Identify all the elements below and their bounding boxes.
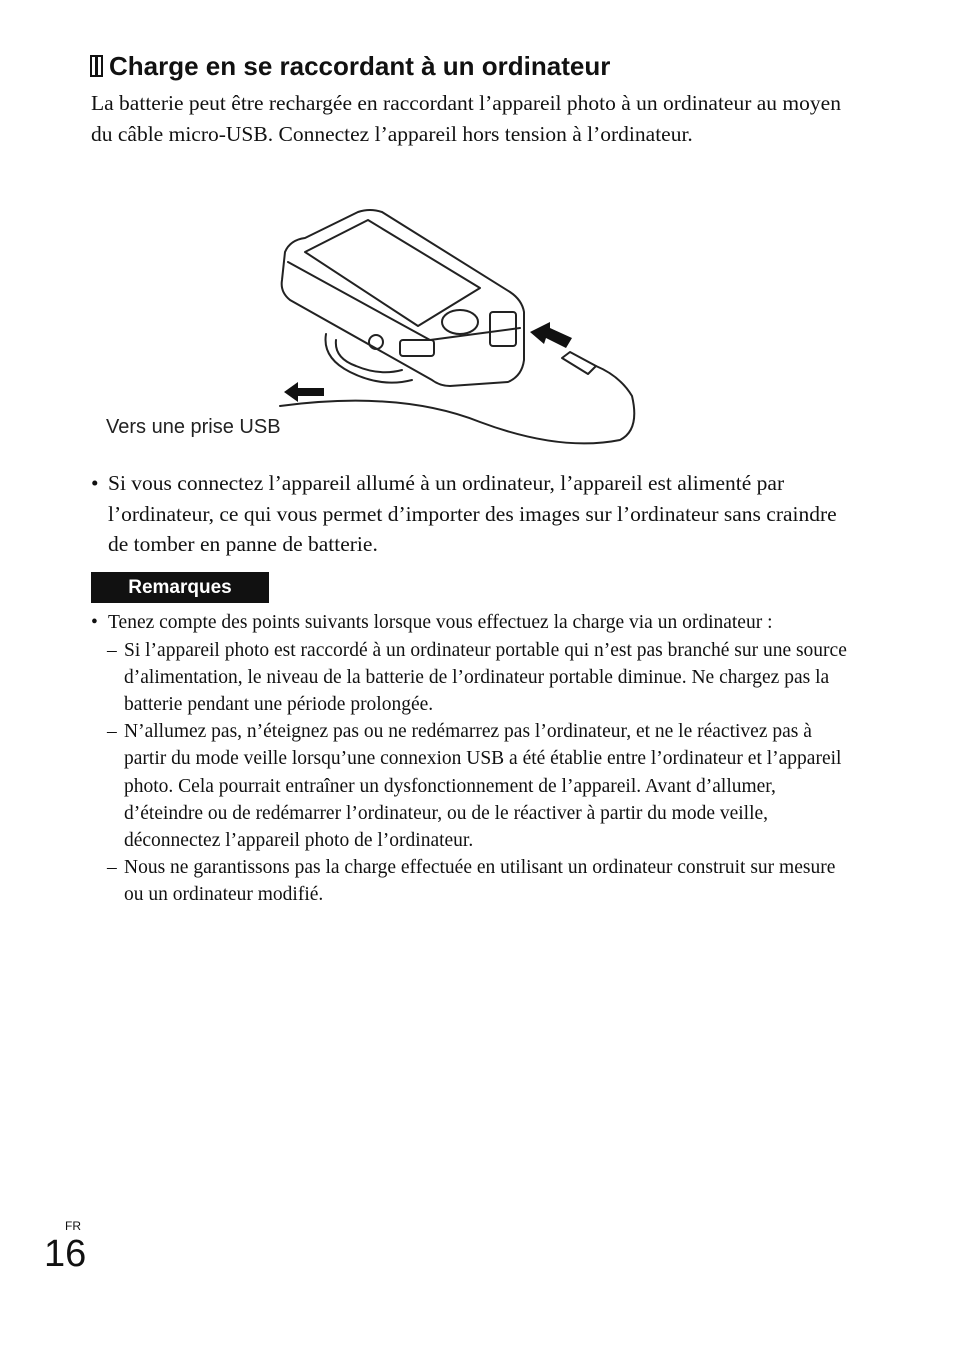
notes-badge: Remarques	[91, 572, 269, 603]
battery-door	[400, 340, 434, 356]
note-sub-item: – Si l’appareil photo est raccordé à un ordinateur portable qui n’est pas branché sur une source d’alimentation, le niveau de la batterie de l’ordinateur portable diminue. Ne chargez pas la batterie pendant une période prolongée.	[91, 637, 851, 719]
notes-section	[91, 609, 851, 909]
camera-usb-illustration	[100, 200, 660, 460]
section-marker-icon	[90, 55, 103, 77]
page-language: FR	[65, 1219, 81, 1233]
camera-top-edge	[288, 262, 520, 340]
bullet-item: • Si vous connectez l’appareil allumé à un ordinateur, l’appareil est alimenté par l’ordinateur, ce qui vous permet d’importer des images sur l’ordinateur sans craindre de tomber en panne de batterie.	[91, 468, 851, 560]
bullet-list	[91, 468, 851, 560]
control-dial	[442, 310, 478, 334]
intro-paragraph: La batterie peut être rechargée en raccordant l’appareil photo à un ordinateur au moyen du câble micro-USB. Connectez l’appareil hors tension à l’ordinateur.	[91, 91, 841, 146]
usb-plug	[562, 352, 596, 374]
note-sub-item: – N’allumez pas, n’éteignez pas ou ne redémarrez pas l’ordinateur, et ne le réactivez pas à partir du mode veille lorsqu’une connexion USB a été établie entre l’ordinateur et l’appareil photo. Cela pourrait entraîner un dysfonctionnement de l’appareil. Avant d’allumer, d’éteindre ou de redémarrer l’ordinateur, ou de le réactiver à partir du mode veille, déconnectez l’appareil photo de l’ordinateur.	[91, 718, 851, 854]
direction-arrow	[284, 382, 324, 402]
figure-caption: Vers une prise USB	[106, 416, 281, 438]
note-sub-list	[91, 637, 851, 909]
note-main-item: • Tenez compte des points suivants lorsque vous effectuez la charge via un ordinateur :	[91, 609, 851, 637]
note-sub-item: – Nous ne garantissons pas la charge effectuée en utilisant un ordinateur construit sur mesure ou un ordinateur modifié.	[91, 854, 851, 908]
section-heading-text: Charge en se raccordant à un ordinateur	[109, 51, 611, 81]
section-heading	[90, 46, 610, 86]
insertion-arrow	[530, 322, 572, 348]
tripod-socket	[369, 335, 383, 349]
camera-body	[282, 210, 524, 386]
page-number: 16	[44, 1233, 87, 1275]
usb-cable	[280, 366, 634, 443]
